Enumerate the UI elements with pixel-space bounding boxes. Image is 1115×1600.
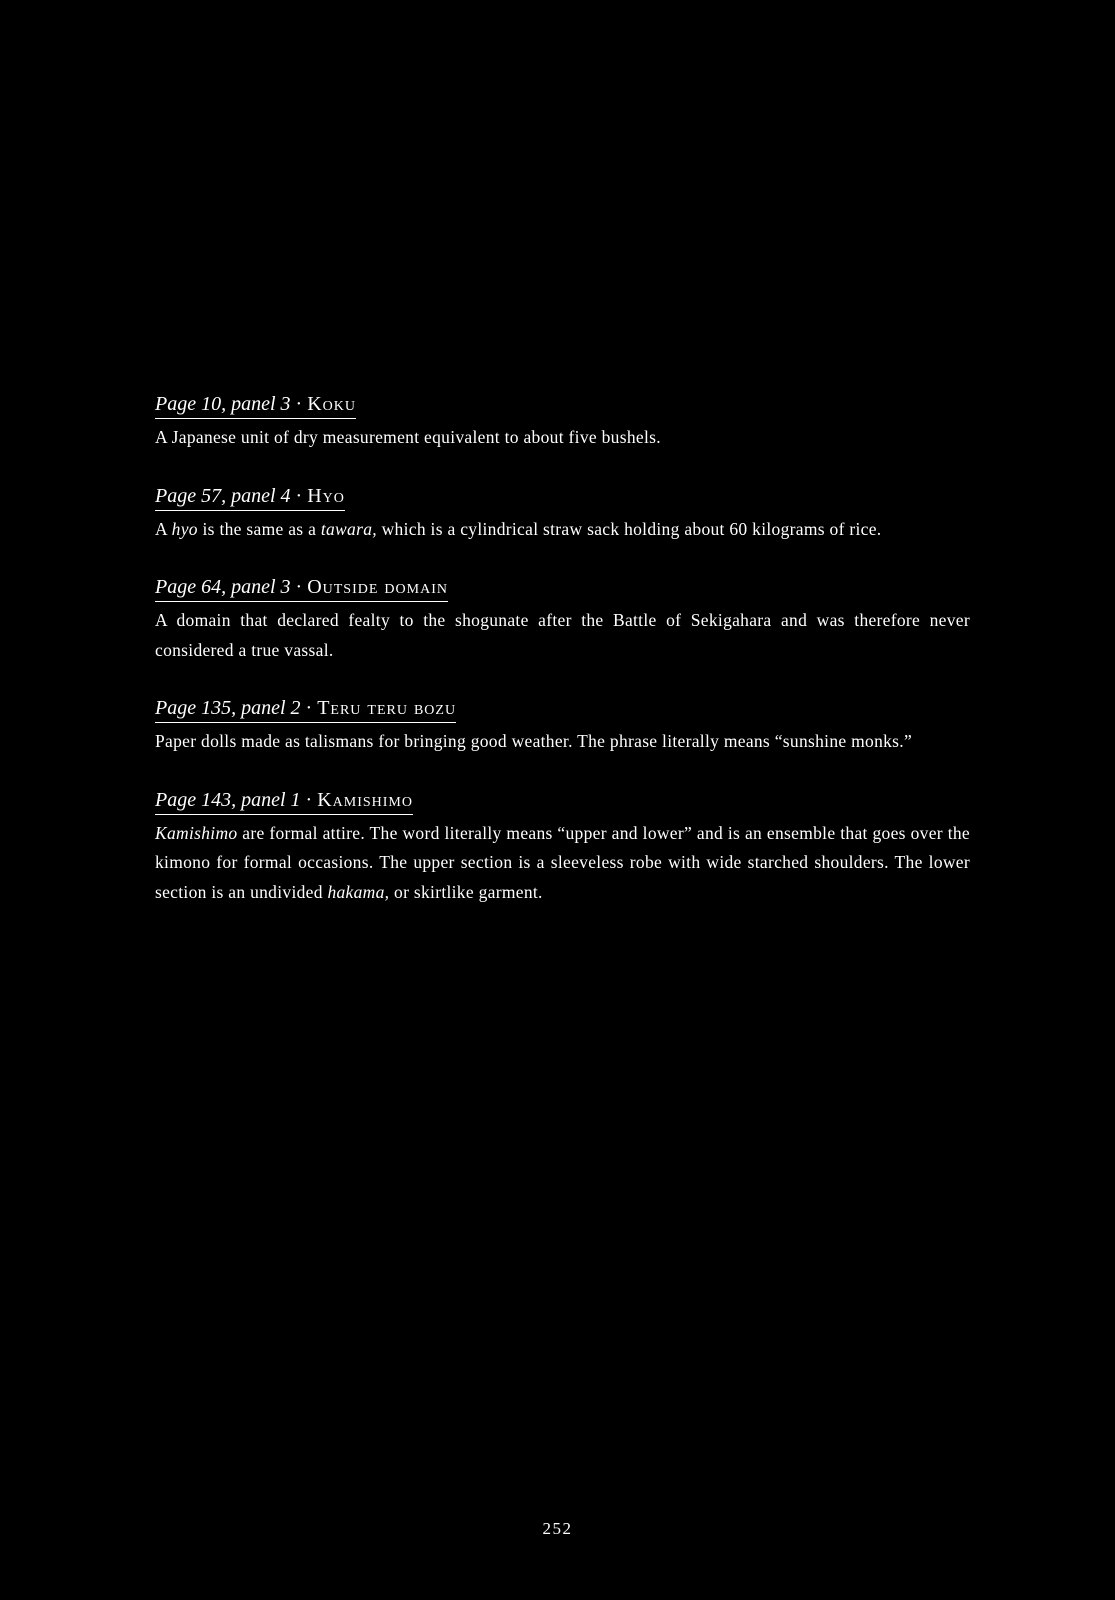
note-term: Hyo — [307, 484, 345, 507]
note-teru-teru-bozu — [155, 696, 970, 757]
note-body-segment: Paper dolls made as talismans for bringing good weather. The phrase literally means “sunshine monks.” — [155, 731, 913, 751]
note-body-italic: hyo — [171, 518, 198, 539]
note-reference: Page 64, panel 3 — [155, 576, 291, 598]
note-body-italic: hakama, — [327, 881, 390, 902]
note-body — [155, 606, 970, 665]
separator-dot: · — [305, 697, 313, 719]
note-term: Kamishimo — [317, 788, 413, 811]
note-kamishimo — [155, 788, 970, 908]
note-body-segment: is the same as a — [197, 518, 321, 539]
separator-dot: · — [295, 484, 303, 507]
note-outside-domain — [155, 575, 970, 665]
note-heading — [155, 392, 356, 419]
note-hyo — [155, 484, 970, 545]
note-reference: Page 10, panel 3 — [155, 393, 291, 415]
separator-dot: · — [295, 576, 303, 598]
note-heading — [155, 696, 456, 723]
note-body — [155, 819, 970, 908]
note-heading — [155, 788, 413, 815]
note-body-segment: or skirtlike garment. — [389, 881, 543, 902]
note-term: Teru teru bozu — [317, 697, 457, 719]
glossary-notes — [155, 392, 970, 938]
separator-dot: · — [295, 393, 303, 415]
note-reference: Page 135, panel 2 — [155, 697, 301, 719]
note-body-segment: which is a cylindrical straw sack holding about 60 kilograms of rice. — [376, 518, 882, 539]
note-body-segment: A domain that declared fealty to the shogunate after the Battle of Sekigahara and was therefore never considered a true vassal. — [155, 610, 970, 660]
note-term: Koku — [307, 393, 356, 415]
note-body — [155, 423, 970, 453]
note-body-segment: are formal attire. The word literally means “upper and lower” and is an ensemble that goes over the kimono for formal occasions. The upper section is a sleeveless robe with wide starched shoulders. The lower section is an undivided — [155, 822, 970, 902]
note-body — [155, 515, 970, 545]
note-reference: Page 57, panel 4 — [155, 484, 291, 507]
note-body-italic: tawara, — [320, 518, 377, 539]
page-number: 252 — [542, 1519, 573, 1538]
note-reference: Page 143, panel 1 — [155, 788, 301, 811]
note-term: Outside domain — [307, 576, 448, 598]
note-koku — [155, 392, 970, 453]
note-body-segment: A Japanese unit of dry measurement equivalent to about five bushels. — [155, 427, 661, 447]
note-body — [155, 727, 970, 757]
note-body-segment: A — [155, 518, 172, 539]
note-body-italic: Kamishimo — [155, 822, 238, 843]
separator-dot: · — [305, 788, 313, 811]
note-heading — [155, 484, 345, 511]
note-heading — [155, 575, 448, 602]
